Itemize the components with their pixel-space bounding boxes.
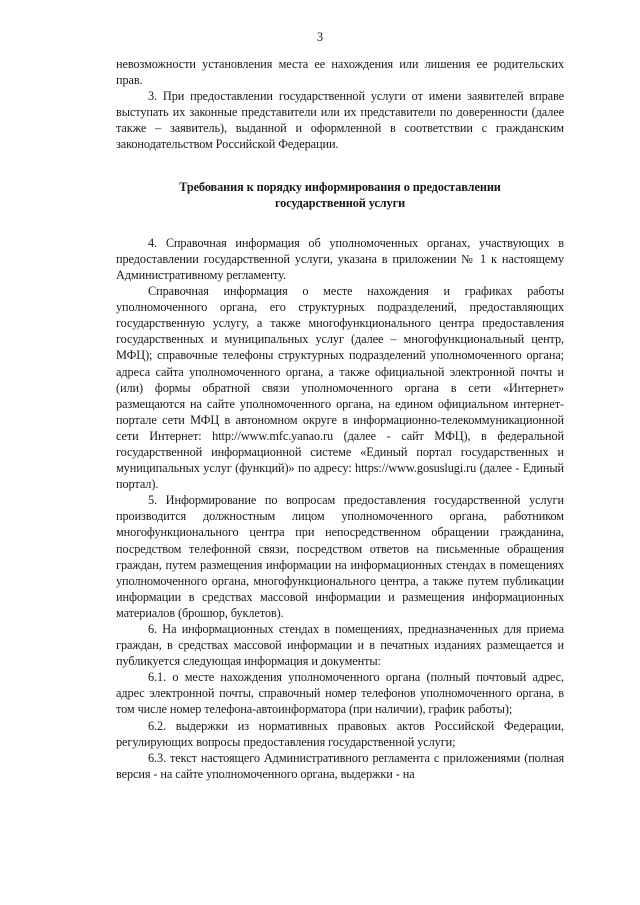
paragraph-6: 6. На информационных стендах в помещениях, предназначенных для приема граждан, в средствах массовой информации и в печатных изданиях размещается и публикуется следующая информация и документы: — [116, 622, 564, 669]
document-body — [116, 56, 564, 782]
page-number: 3 — [316, 30, 324, 44]
paragraph-5: 5. Информирование по вопросам предоставления государственной услуги производится должностным лицом уполномоченного органа, работником многофункционального центра при непосредственном обращении гражданина, посредством телефонной связи, посредством ответов на письменные обращения граждан, путем размещения информации на информационных стендах в помещениях уполномоченного органа, многофункционального центра, а также путем публикации информации в средствах массовой информации и размещения информационных материалов (брошюр, буклетов). — [116, 493, 564, 620]
paragraph-continuation: невозможности установления места ее нахождения или лишения ее родительских прав. — [116, 57, 564, 88]
paragraph-4-reference-info: Справочная информация о месте нахождения и графиках работы уполномоченного органа, его структурных подразделений, предоставляющих государственную услугу, а также многофункционального центра предоставления государственных и муниципальных услуг (далее – многофункциональный центр, МФЦ); справочные телефоны структурных подразделений уполномоченного органа; адреса сайта уполномоченного органа, а также официальной электронной почты и (или) формы обратной связи уполномоченного органа в сети «Интернет» размещаются на сайте уполномоченного органа, на едином официальном интернет-портале сети МФЦ в автономном округе в информационно-телекоммуникационной сети Интернет: http://www.mfc.yanao.ru (далее - сайт МФЦ), в федеральной государственной информационной системе «Единый портал государственных и муниципальных услуг (функций)» по адресу: https://www.gosuslugi.ru (далее - Единый портал). — [116, 284, 564, 492]
paragraph-6-3: 6.3. текст настоящего Административного регламента с приложениями (полная версия - на сайте уполномоченного органа, выдержки - на — [116, 750, 564, 781]
paragraph-3: 3. При предоставлении государственной услуги от имени заявителей вправе выступать их законные представители или их представители по доверенности (далее также – заявитель), выданной и оформленной в соответствии с гражданским законодательством Российской Федерации. — [116, 89, 564, 152]
section-heading-line-2: государственной услуги — [274, 195, 406, 210]
paragraph-4: 4. Справочная информация об уполномоченных органах, участвующих в предоставлении государственной услуги, указана в приложении № 1 к настоящему Административному регламенту. — [116, 235, 564, 282]
paragraph-6-1: 6.1. о месте нахождения уполномоченного органа (полный почтовый адрес, адрес электронной почты, справочный номер телефонов уполномоченного органа, в том числе номер телефона-автоинформатора (при наличии), график работы); — [116, 670, 564, 717]
section-heading — [116, 179, 564, 211]
paragraph-6-2: 6.2. выдержки из нормативных правовых актов Российской Федерации, регулирующих вопросы предоставления государственной услуги; — [116, 718, 564, 749]
section-heading-line-1: Требования к порядку информирования о предоставлении — [179, 179, 501, 194]
